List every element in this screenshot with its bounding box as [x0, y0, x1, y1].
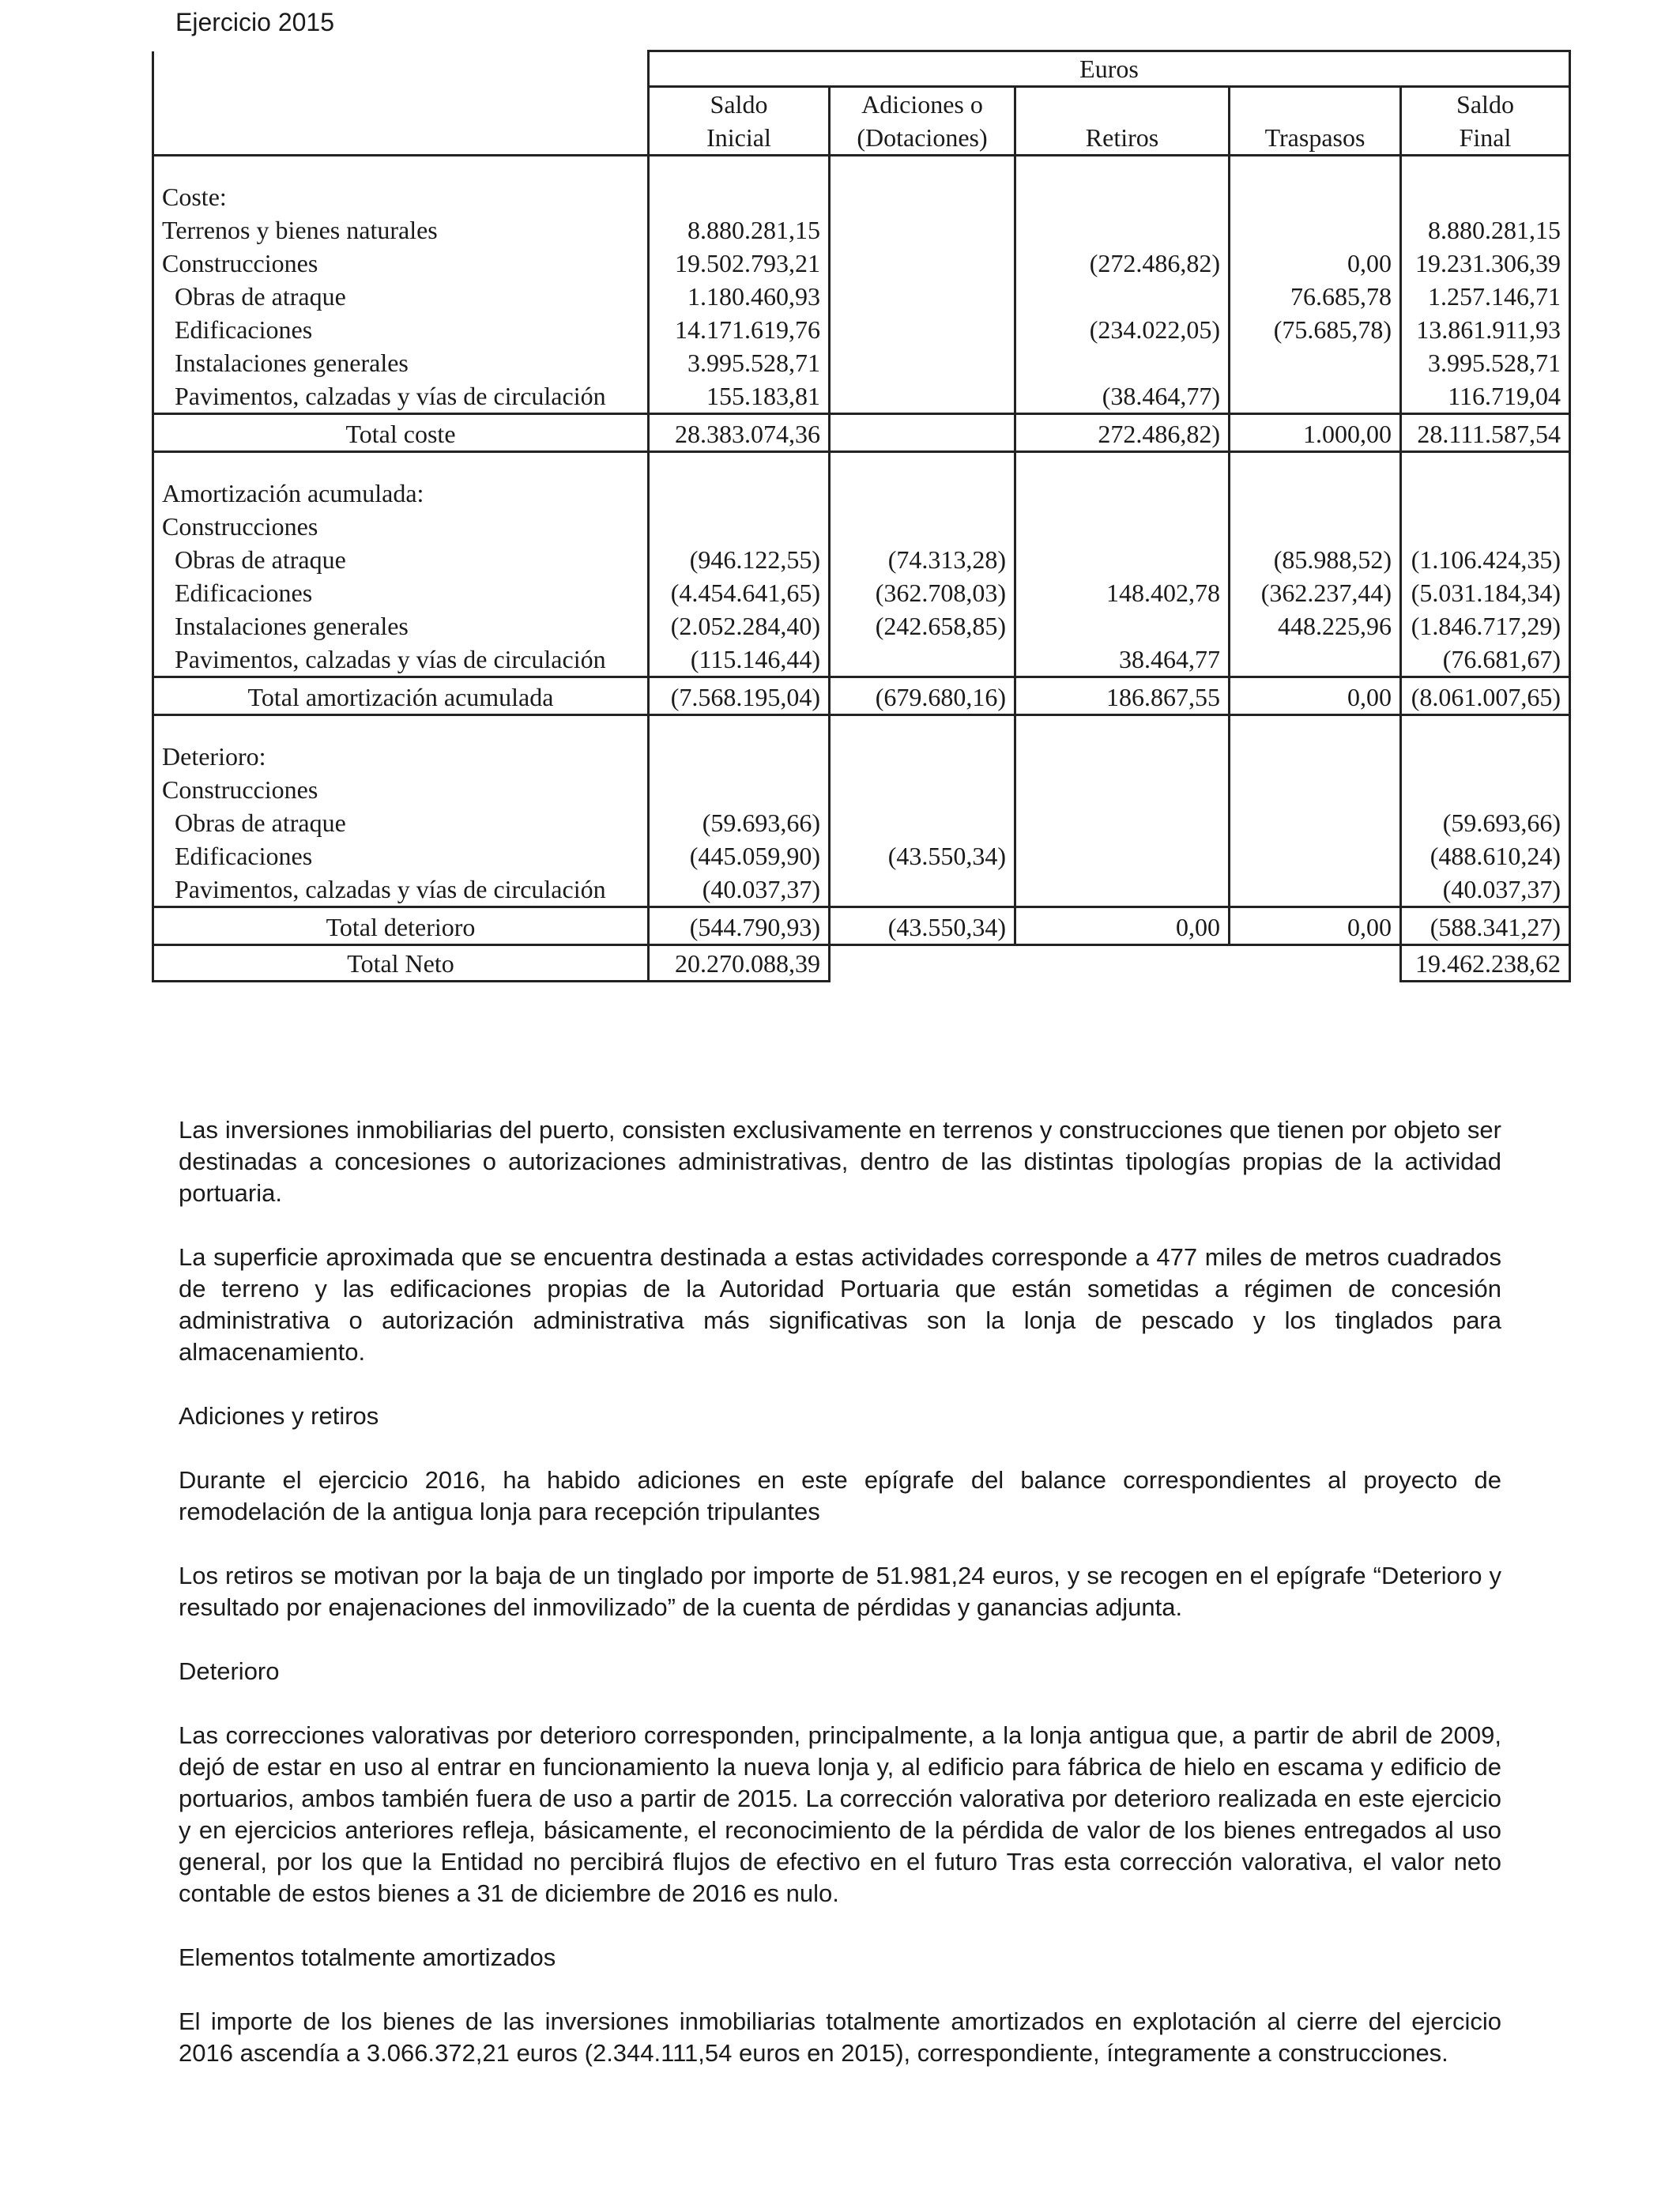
row-label: Pavimentos, calzadas y vías de circulación [153, 643, 649, 677]
cell-saldo-final: (1.846.717,29) [1401, 609, 1570, 643]
table-row [153, 576, 1570, 609]
cell-retiros [1015, 609, 1230, 643]
cell-retiros [1015, 873, 1230, 907]
cell-saldo-inicial: (40.037,37) [649, 873, 830, 907]
cell-saldo-final: (488.610,24) [1401, 839, 1570, 873]
cell-traspasos [1230, 346, 1401, 379]
cell-adiciones [830, 806, 1015, 839]
financial-table [152, 50, 1571, 982]
total-label: Total amortización acumulada [153, 677, 649, 715]
cell-traspasos [1230, 873, 1401, 907]
total-saldo-final: (588.341,27) [1401, 907, 1570, 945]
col-adiciones-2: (Dotaciones) [830, 121, 1015, 156]
total-adiciones: (43.550,34) [830, 907, 1015, 945]
cell-saldo-inicial: 19.502.793,21 [649, 247, 830, 280]
row-label: Pavimentos, calzadas y vías de circulación [153, 379, 649, 414]
table-row [153, 247, 1570, 280]
cell-retiros [1015, 543, 1230, 576]
cell-retiros [1015, 213, 1230, 247]
table-row [153, 806, 1570, 839]
section-subtitle-row [153, 773, 1570, 806]
total-retiros: 272.486,82) [1015, 414, 1230, 452]
total-saldo-inicial: (544.790,93) [649, 907, 830, 945]
total-neto-row [153, 945, 1570, 982]
cell-retiros [1015, 280, 1230, 313]
table-row [153, 280, 1570, 313]
paragraph: La superficie aproximada que se encuentra destinada a estas actividades corresponde a 477 miles de metros cuadrados de terreno y las edificaciones propias de la Autoridad Portuaria que están sometidas a régimen de concesión administrativa o autorización administrativa más significativas son la lonja de pescado y los tinglados para almacenamiento. [179, 1243, 1501, 1366]
cell-retiros: (38.464,77) [1015, 379, 1230, 414]
paragraph: Las inversiones inmobiliarias del puerto, consisten exclusivamente en terrenos y construcciones que tienen por objeto ser destinadas a concesiones o autorizaciones administrativas, dentro de las distintas tipologías propias de la actividad portuaria. [179, 1116, 1501, 1207]
total-traspasos: 0,00 [1230, 907, 1401, 945]
cell-adiciones [830, 643, 1015, 677]
table-row [153, 873, 1570, 907]
row-label: Edificaciones [153, 313, 649, 346]
cell-saldo-final: 8.880.281,15 [1401, 213, 1570, 247]
cell-saldo-inicial: (59.693,66) [649, 806, 830, 839]
total-saldo-inicial: 28.383.074,36 [649, 414, 830, 452]
cell-retiros: (234.022,05) [1015, 313, 1230, 346]
paragraph: Durante el ejercicio 2016, ha habido adiciones en este epígrafe del balance correspondientes al proyecto de remodelación de la antigua lonja para recepción tripulantes [179, 1466, 1501, 1525]
paragraph: Los retiros se motivan por la baja de un tinglado por importe de 51.981,24 euros, y se recogen en el epígrafe “Deterioro y resultado por enajenaciones del inmovilizado” de la cuenta de pérdidas y ganancias adjunta. [179, 1562, 1501, 1621]
table-row [153, 379, 1570, 414]
section-subtitle-row [153, 510, 1570, 543]
section-heading: Deterioro [179, 1657, 280, 1685]
total-saldo-final: 28.111.587,54 [1401, 414, 1570, 452]
cell-adiciones [830, 213, 1015, 247]
section-title-row [153, 740, 1570, 773]
cell-saldo-final: 19.231.306,39 [1401, 247, 1570, 280]
cell-adiciones [830, 379, 1015, 414]
row-label: Construcciones [153, 247, 649, 280]
cell-saldo-inicial: 1.180.460,93 [649, 280, 830, 313]
cell-saldo-final: (40.037,37) [1401, 873, 1570, 907]
cell-saldo-final: 3.995.528,71 [1401, 346, 1570, 379]
section-title: Amortización acumulada: [153, 477, 649, 510]
total-adiciones [830, 414, 1015, 452]
total-saldo-inicial: (7.568.195,04) [649, 677, 830, 715]
cell-retiros: 38.464,77 [1015, 643, 1230, 677]
cell-saldo-inicial: 3.995.528,71 [649, 346, 830, 379]
cell-traspasos [1230, 213, 1401, 247]
table-row [153, 643, 1570, 677]
cell-saldo-inicial: 8.880.281,15 [649, 213, 830, 247]
row-label: Edificaciones [153, 839, 649, 873]
cell-traspasos: (85.988,52) [1230, 543, 1401, 576]
cell-adiciones: (362.708,03) [830, 576, 1015, 609]
total-row [153, 677, 1570, 715]
header-row-1 [153, 87, 1570, 122]
cell-retiros [1015, 346, 1230, 379]
cell-saldo-inicial: 155.183,81 [649, 379, 830, 414]
col-retiros: Retiros [1015, 121, 1230, 156]
section-title: Coste: [153, 180, 649, 213]
col-saldo-final-2: Final [1401, 121, 1570, 156]
cell-traspasos: (362.237,44) [1230, 576, 1401, 609]
row-label: Obras de atraque [153, 806, 649, 839]
total-row [153, 907, 1570, 945]
cell-traspasos: 76.685,78 [1230, 280, 1401, 313]
col-adiciones-1: Adiciones o [830, 87, 1015, 122]
total-retiros: 186.867,55 [1015, 677, 1230, 715]
cell-saldo-final: (5.031.184,34) [1401, 576, 1570, 609]
table-row [153, 346, 1570, 379]
cell-traspasos: 0,00 [1230, 247, 1401, 280]
cell-retiros: (272.486,82) [1015, 247, 1230, 280]
cell-traspasos: 448.225,96 [1230, 609, 1401, 643]
total-neto-saldo-inicial: 20.270.088,39 [649, 945, 830, 982]
cell-adiciones: (43.550,34) [830, 839, 1015, 873]
total-retiros: 0,00 [1015, 907, 1230, 945]
table-row [153, 543, 1570, 576]
cell-traspasos [1230, 839, 1401, 873]
cell-adiciones: (74.313,28) [830, 543, 1015, 576]
total-saldo-final: (8.061.007,65) [1401, 677, 1570, 715]
table-row [153, 213, 1570, 247]
page-heading: Ejercicio 2015 [175, 8, 334, 36]
cell-adiciones [830, 313, 1015, 346]
section-heading: Adiciones y retiros [179, 1402, 379, 1430]
table-row [153, 313, 1570, 346]
row-label: Instalaciones generales [153, 609, 649, 643]
row-label: Instalaciones generales [153, 346, 649, 379]
section-title: Deterioro: [153, 740, 649, 773]
cell-saldo-inicial: (946.122,55) [649, 543, 830, 576]
total-row [153, 414, 1570, 452]
row-label: Obras de atraque [153, 543, 649, 576]
cell-saldo-inicial: 14.171.619,76 [649, 313, 830, 346]
total-label: Total coste [153, 414, 649, 452]
col-traspasos: Traspasos [1230, 121, 1401, 156]
col-saldo-inicial-1: Saldo [649, 87, 830, 122]
cell-saldo-final: (59.693,66) [1401, 806, 1570, 839]
col-saldo-inicial-2: Inicial [649, 121, 830, 156]
section-title-row [153, 477, 1570, 510]
header-row-unit [153, 51, 1570, 87]
section-subtitle: Construcciones [153, 773, 649, 806]
section-subtitle: Construcciones [153, 510, 649, 543]
notes-text [179, 1114, 1501, 2102]
total-neto-saldo-final: 19.462.238,62 [1401, 945, 1570, 982]
cell-saldo-final: 116.719,04 [1401, 379, 1570, 414]
total-label: Total deterioro [153, 907, 649, 945]
section-title-row [153, 180, 1570, 213]
cell-saldo-inicial: (115.146,44) [649, 643, 830, 677]
cell-traspasos [1230, 806, 1401, 839]
table-row [153, 839, 1570, 873]
total-adiciones: (679.680,16) [830, 677, 1015, 715]
paragraph: El importe de los bienes de las inversiones inmobiliarias totalmente amortizados en explotación al cierre del ejercicio 2016 ascendía a 3.066.372,21 euros (2.344.111,54 euros en 2015), correspondiente, íntegramente a construcciones. [179, 2007, 1501, 2067]
header-row-2 [153, 121, 1570, 156]
cell-retiros [1015, 839, 1230, 873]
cell-saldo-inicial: (2.052.284,40) [649, 609, 830, 643]
cell-traspasos [1230, 643, 1401, 677]
row-label: Pavimentos, calzadas y vías de circulación [153, 873, 649, 907]
row-label: Edificaciones [153, 576, 649, 609]
cell-adiciones: (242.658,85) [830, 609, 1015, 643]
cell-saldo-inicial: (4.454.641,65) [649, 576, 830, 609]
cell-adiciones [830, 280, 1015, 313]
row-label: Obras de atraque [153, 280, 649, 313]
col-saldo-final-1: Saldo [1401, 87, 1570, 122]
cell-saldo-final: 1.257.146,71 [1401, 280, 1570, 313]
total-traspasos: 0,00 [1230, 677, 1401, 715]
cell-saldo-final: 13.861.911,93 [1401, 313, 1570, 346]
cell-traspasos [1230, 379, 1401, 414]
cell-saldo-final: (1.106.424,35) [1401, 543, 1570, 576]
cell-adiciones [830, 346, 1015, 379]
cell-retiros: 148.402,78 [1015, 576, 1230, 609]
cell-saldo-final: (76.681,67) [1401, 643, 1570, 677]
paragraph: Las correcciones valorativas por deterioro corresponden, principalmente, a la lonja antigua que, a partir de abril de 2009, dejó de estar en uso al entrar en funcionamiento la nueva lonja y, al edificio para fábrica de hielo en escama y edificio de portuarios, ambos también fuera de uso a partir de 2015. La corrección valorativa por deterioro realizada en este ejercicio y en ejercicios anteriores refleja, básicamente, el reconocimiento de la pérdida de valor de los bienes entregados al uso general, por los que la Entidad no percibirá flujos de efectivo en el futuro Tras esta corrección valorativa, el valor neto contable de estos bienes a 31 de diciembre de 2016 es nulo. [179, 1721, 1501, 1907]
cell-saldo-inicial: (445.059,90) [649, 839, 830, 873]
unit-header: Euros [649, 51, 1570, 87]
section-heading: Elementos totalmente amortizados [179, 1943, 556, 1971]
table-row [153, 609, 1570, 643]
total-traspasos: 1.000,00 [1230, 414, 1401, 452]
cell-traspasos: (75.685,78) [1230, 313, 1401, 346]
row-label: Terrenos y bienes naturales [153, 213, 649, 247]
cell-retiros [1015, 806, 1230, 839]
cell-adiciones [830, 873, 1015, 907]
cell-adiciones [830, 247, 1015, 280]
total-neto-label: Total Neto [153, 945, 649, 982]
